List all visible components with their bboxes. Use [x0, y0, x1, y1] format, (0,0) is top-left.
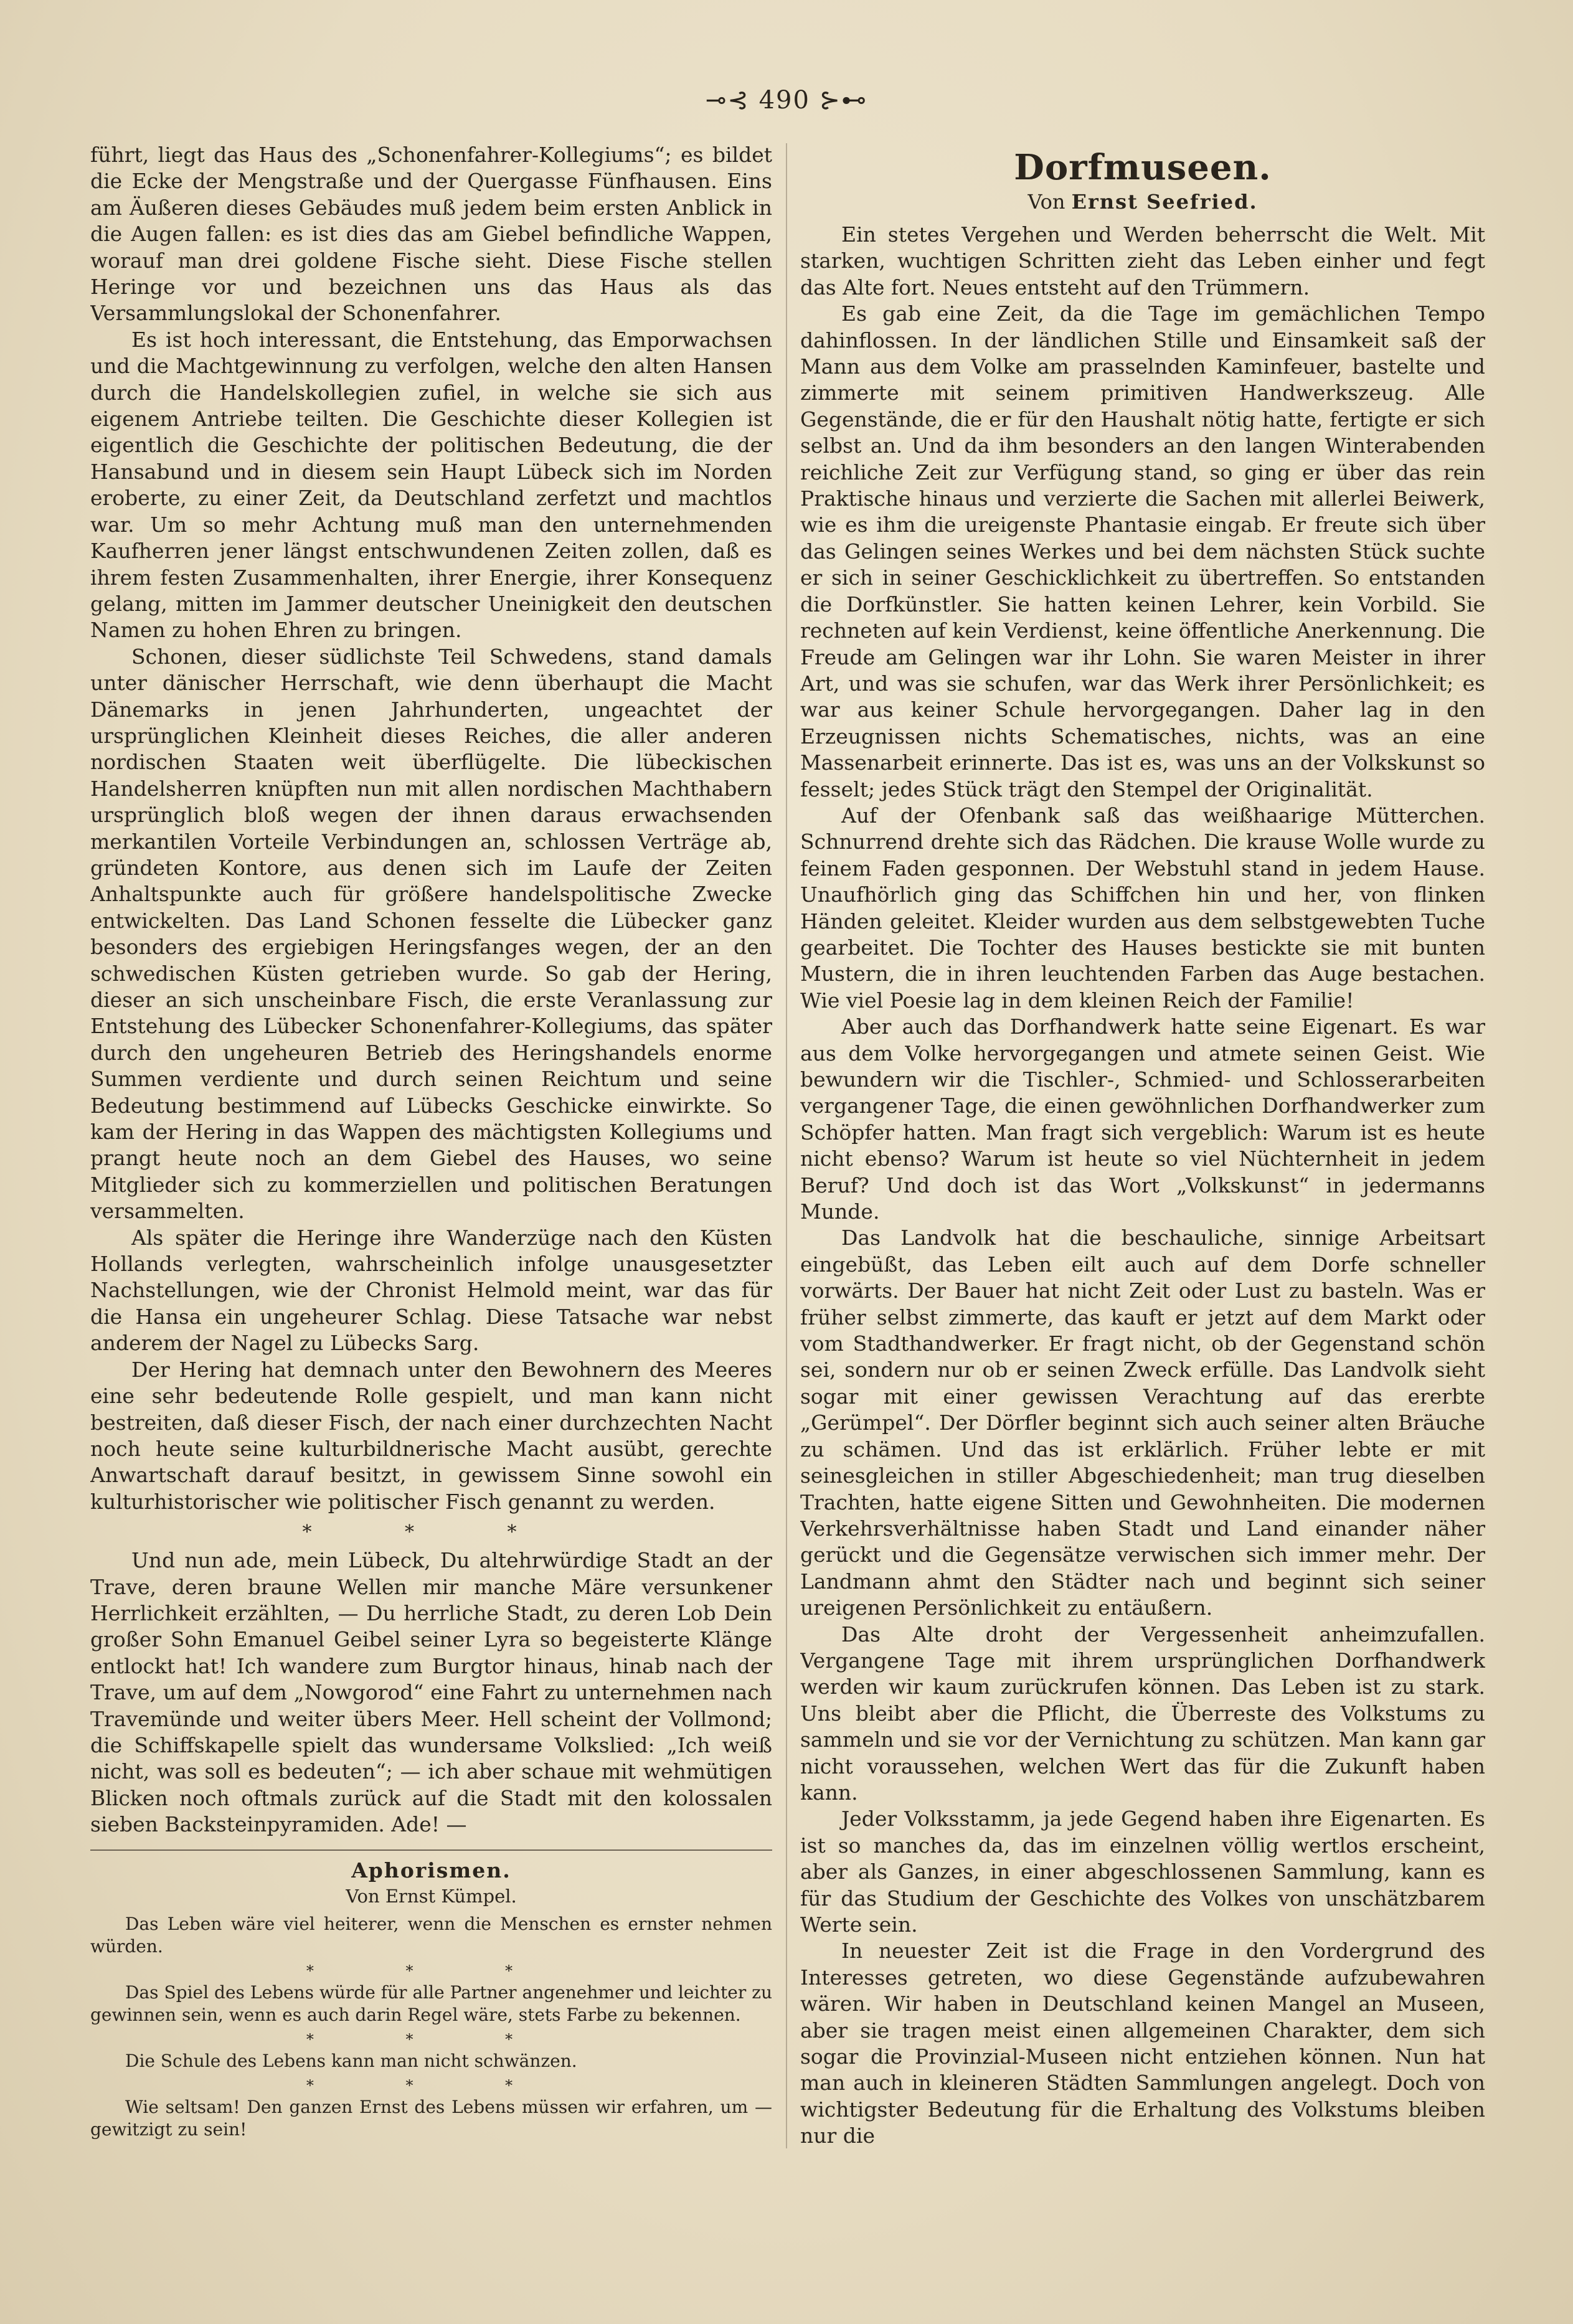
- byline-author: Ernst Seefried.: [1071, 190, 1258, 214]
- aphorisms-title: Aphorismen.: [351, 1858, 511, 1882]
- paragraph: Jeder Volksstamm, ja jede Gegend haben ihre Eigenarten. Es ist so manches da, das im einzelnen völlig wertlos erscheint, aber als Ganzes, in einer abgeschlossenen Sammlung, kann es für das Studium der Geschichte des Volkes von unschätzbarem Werte sein.: [800, 1807, 1485, 1937]
- article-byline: [800, 188, 1485, 215]
- page-header: [0, 86, 1573, 115]
- aphorism: Das Leben wäre viel heiterer, wenn die Menschen es ernster nehmen würden.: [90, 1913, 772, 1957]
- paragraph: Auf der Ofenbank saß das weißhaarige Mütterchen. Schnurrend drehte sich das Rädchen. Die krause Wolle wurde zu feinem Faden gesponnen. Der Webstuhl stand in jedem Hause. Unaufhörlich ging das Schiffchen hin und her, von flinken Händen geleitet. Kleider wurden aus dem selbstgewebten Tuche gearbeitet. Die Tochter des Hauses bestickte sie mit bunten Mustern, die in ihren leuchtenden Farben das Auge bestachen. Wie viel Poesie lag in dem kleinen Reich der Familie!: [800, 803, 1485, 1013]
- aphorism-separator: * * *: [306, 2076, 557, 2094]
- aphorism-separator: * * *: [306, 2030, 557, 2048]
- aphorism: Die Schule des Lebens kann man nicht schwänzen.: [125, 2050, 577, 2071]
- article-title: Dorfmuseen.: [1014, 147, 1272, 188]
- aphorism-separator: * * *: [306, 1962, 557, 1980]
- right-column: [800, 142, 1485, 2231]
- paragraph: Als später die Heringe ihre Wanderzüge nach den Küsten Hollands verlegten, wahrscheinlich infolge unausgesetzter Nachstellungen, wie der Chronist Helmold meint, war das für die Hansa ein ungeheurer Schlag. Diese Tatsache war nebst anderem der Nagel zu Lübecks Sarg.: [90, 1225, 772, 1356]
- ornament-right: ⊱⊷: [810, 86, 868, 115]
- paragraph: Es ist hoch interessant, die Entstehung, das Emporwachsen und die Machtgewinnung zu verfolgen, welche den alten Hansen durch die Handelskollegien zufiel, in welche sie sich aus eigenem Antriebe teilten. Die Geschichte dieser Kollegien ist eigentlich die Geschichte der politischen Bedeutung, die der Hansabund und in diesem sein Haupt Lübeck sich im Norden eroberte, zu einer Zeit, da Deutschland zerfetzt und machtlos war. Um so mehr Achtung muß man den unternehmenden Kaufherren jener längst entschwundenen Zeiten zollen, daß es ihrem festen Zusammenhalten, ihrer Energie, ihrer Konsequenz gelang, mitten im Jammer deutscher Uneinigkeit den deutschen Namen zu hohen Ehren zu bringen.: [90, 327, 772, 643]
- column-divider: [786, 143, 787, 2148]
- paragraph: Der Hering hat demnach unter den Bewohnern des Meeres eine sehr bedeutende Rolle gespielt, und man kann nicht bestreiten, daß dieser Fisch, der nach einer durchzechten Nacht noch heute seine kulturbildnerische Macht ausübt, gerechte Anwartschaft darauf besitzt, in gewissem Sinne sowohl ein kulturhistorischer wie politischer Fisch genannt zu werden.: [90, 1357, 772, 1514]
- section-rule: [90, 1849, 772, 1851]
- aphorism: Wie seltsam! Den ganzen Ernst des Lebens müssen wir erfahren, um — gewitzigt zu sein!: [90, 2096, 772, 2140]
- paragraph: Aber auch das Dorfhandwerk hatte seine Eigenart. Es war aus dem Volke hervorgegangen und atmete seinen Geist. Wie bewundern wir die Tischler-, Schmied- und Schlosserarbeiten vergangener Tage, die einen gewöhnlichen Dorfhandwerker zum Schöpfer hatten. Man fragt sich vergeblich: Warum ist es heute nicht ebenso? Warum ist heute so viel Nüchternheit in jedem Beruf? Und doch ist das Wort „Volkskunst“ in jedermanns Munde.: [800, 1014, 1485, 1224]
- byline-prefix: Von: [1027, 190, 1065, 214]
- page-number: 490: [758, 86, 810, 115]
- paragraph: führt, liegt das Haus des „Schonenfahrer-Kollegiums“; es bildet die Ecke der Mengstraße und der Quergasse Fünfhausen. Eins am Äußeren dieses Gebäudes muß jedem beim ersten Anblick in die Augen fallen: es ist dies das am Giebel befindliche Wappen, worauf man drei goldene Fische sieht. Diese Fische stellen Heringe vor und bezeichnen uns das Haus als das Versammlungslokal der Schonenfahrer.: [90, 143, 772, 326]
- closing-paragraph: Und nun ade, mein Lübeck, Du altehrwürdige Stadt an der Trave, deren braune Wellen mir manche Märe versunkener Herrlichkeit erzählten, — Du herrliche Stadt, zu deren Lob Dein großer Sohn Emanuel Geibel seiner Lyra so begeisterte Klänge entlockt hat! Ich wandere zum Burgtor hinaus, hinab nach der Trave, um auf dem „Nowgorod“ eine Fahrt zu unternehmen nach Travemünde und weiter übers Meer. Hell scheint der Vollmond; die Schiffskapelle spielt das wundersame Volkslied: „Ich weiß nicht, was soll es bedeuten“; — ich aber schaue mit wehmütigen Blicken noch oftmals zurück auf die Stadt mit den kolossalen sieben Backsteinpyramiden. Ade! —: [90, 1548, 772, 1837]
- left-column: [90, 142, 772, 2231]
- paragraph: In neuester Zeit ist die Frage in den Vordergrund des Interesses getreten, wo diese Gegenstände aufzubewahren wären. Wir haben in Deutschland keinen Mangel an Museen, aber sie tragen meist einen allgemeinen Charakter, dem sich sogar die Provinzial-Museen nicht entziehen können. Nun hat man auch in kleineren Städten Sammlungen angelegt. Doch von wichtigster Bedeutung für die Erhaltung des Volkstums bleiben nur die: [800, 1939, 1485, 2148]
- paragraph: Ein stetes Vergehen und Werden beherrscht die Welt. Mit starken, wuchtigen Schritten zieht das Leben einher und fegt das Alte fort. Neues entsteht auf den Trümmern.: [800, 222, 1485, 300]
- aphorisms-author: Von Ernst Kümpel.: [346, 1885, 517, 1907]
- ornament-left: ⊸⊰: [705, 86, 759, 115]
- aphorisms-section: [90, 1857, 772, 2141]
- section-separator: * * *: [302, 1521, 560, 1544]
- aphorism: Das Spiel des Lebens würde für alle Partner angenehmer und leichter zu gewinnen sein, wenn es auch darin Regel wäre, stets Farbe zu bekennen.: [90, 1982, 772, 2025]
- paragraph: Es gab eine Zeit, da die Tage im gemächlichen Tempo dahinflossen. In der ländlichen Stille und Einsamkeit saß der Mann aus dem Volke am prasselnden Kaminfeuer, bastelte und zimmerte mit seinem primitiven Handwerkszeug. Alle Gegenstände, die er für den Haushalt nötig hatte, fertigte er sich selbst an. Und da ihm besonders an den langen Winterabenden reichliche Zeit zur Verfügung stand, so ging er über das rein Praktische hinaus und verzierte die Sachen mit allerlei Beiwerk, wie es ihm die ureigenste Phantasie eingab. Er freute sich über das Gelingen seines Werkes und bei dem nächsten Stück suchte er sich in seiner Geschicklichkeit zu übertreffen. So entstanden die Dorfkünstler. Sie hatten keinen Lehrer, kein Vorbild. Sie rechneten auf kein Verdienst, keine öffentliche Anerkennung. Die Freude am Gelingen war ihr Lohn. Sie waren Meister in ihrer Art, und was sie schufen, war das Werk ihrer Persönlichkeit; es war aus keiner Schule hervorgegangen. Daher lag in den Erzeugnissen nichts Schematisches, nichts, was an eine Massenarbeit erinnerte. Das ist es, was uns an der Volkskunst so fesselt; jedes Stück trägt den Stempel der Originalität.: [800, 301, 1485, 801]
- paragraph: Das Alte droht der Vergessenheit anheimzufallen. Vergangene Tage mit ihrem ursprünglichen Dorfhandwerk werden wir kaum zurückrufen können. Das Leben ist zu stark. Uns bleibt aber die Pflicht, die Überreste des Volkstums zu sammeln und sie vor der Vernichtung zu schützen. Man kann gar nicht voraussehen, welchen Wert das für die Zukunft haben kann.: [800, 1622, 1485, 1805]
- paragraph: Das Landvolk hat die beschauliche, sinnige Arbeitsart eingebüßt, das Leben eilt auch auf dem Dorfe schneller vorwärts. Der Bauer hat nicht Zeit oder Lust zu basteln. Was er früher selbst zimmerte, das kauft er jetzt auf dem Markt oder vom Stadthandwerker. Er fragt nicht, ob der Gegenstand schön sei, sondern nur ob er seinen Zweck erfülle. Das Landvolk sieht sogar mit einer gewissen Verachtung auf das ererbte „Gerümpel“. Der Dörfler beginnt sich auch seiner alten Bräuche zu schämen. Und das ist erklärlich. Früher lebte er mit seinesgleichen in stiller Abgeschiedenheit; man trug dieselben Trachten, hatte eigene Sitten und Gewohnheiten. Die modernen Verkehrsverhältnisse haben Stadt und Land einander näher gerückt und die Gegensätze verwischen sich immer mehr. Der Landmann ahmt den Städter nach und beginnt sich seiner ureigenen Persönlichkeit zu entäußern.: [800, 1226, 1485, 1620]
- paragraph: Schonen, dieser südlichste Teil Schwedens, stand damals unter dänischer Herrschaft, wie denn überhaupt die Macht Dänemarks in jenen Jahrhunderten, ungeachtet der ursprünglichen Kleinheit dieses Reiches, die aller anderen nordischen Staaten weit überflügelte. Die lübeckischen Handelsherren knüpften nun mit allen nordischen Machthabern ursprünglich bloß wegen der ihnen daraus erwachsenden merkantilen Vorteile Verbindungen an, schlossen Verträge ab, gründeten Kontore, aus denen sich im Laufe der Zeiten Anhaltspunkte auch für größere handelspolitische Zwecke entwickelten. Das Land Schonen fesselte die Lübecker ganz besonders des ergiebigen Heringsfanges wegen, der an den schwedischen Küsten getrieben wurde. So gab der Hering, dieser an sich unscheinbare Fisch, die erste Veranlassung zur Entstehung des Lübecker Schonenfahrer-Kollegiums, das später durch den ungeheuren Betrieb des Heringshandels enorme Summen verdiente und durch seinen Reichtum und seine Bedeutung bestimmend auf Lübecks Geschicke einwirkte. So kam der Hering in das Wappen des mächtigsten Kollegiums und prangt heute noch an dem Giebel des Hauses, wo seine Mitglieder sich zu kommerziellen und politischen Beratungen versammelten.: [90, 644, 772, 1224]
